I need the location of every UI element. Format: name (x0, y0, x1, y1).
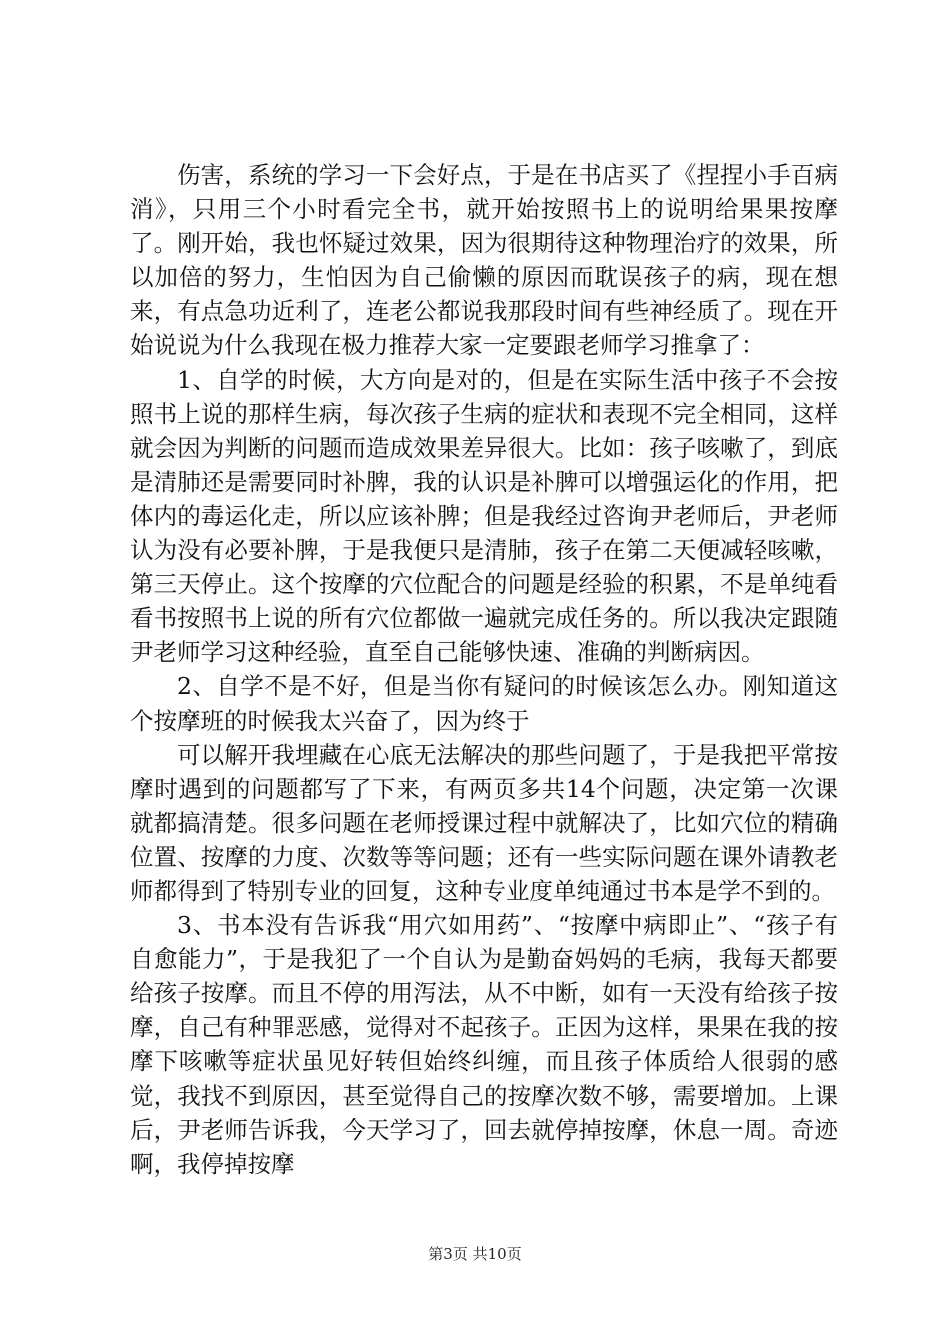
paragraph: 2、自学不是不好，但是当你有疑问的时候该怎么办。刚知道这个按摩班的时候我太兴奋了，因为终于 (130, 672, 838, 735)
paragraph: 1、自学的时候，大方向是对的，但是在实际生活中孩子不会按照书上说的那样生病，每次孩子生病的症状和表现不完全相同，这样就会因为判断的问题而造成效果差异很大。比如：孩子咳嗽了，到底是清肺还是需要同时补脾，我的认识是补脾可以增强运化的作用，把体内的毒运化走，所以应该补脾；但是我经过咨询尹老师后，尹老师认为没有必要补脾，于是我便只是清肺，孩子在第二天便减轻咳嗽，第三天停止。这个按摩的穴位配合的问题是经验的积累，不是单纯看看书按照书上说的所有穴位都做一遍就完成任务的。所以我决定跟随尹老师学习这种经验，直至自己能够快速、准确的判断病因。 (130, 365, 838, 667)
paragraph: 可以解开我埋藏在心底无法解决的那些问题了，于是我把平常按摩时遇到的问题都写了下来，有两页多共14个问题，决定第一次课就都搞清楚。很多问题在老师授课过程中就解决了，比如穴位的精确位置、按摩的力度、次数等等问题；还有一些实际问题在课外请教老师都得到了特别专业的回复，这种专业度单纯通过书本是学不到的。 (130, 740, 838, 905)
paragraph: 3、书本没有告诉我“用穴如用药”、“按摩中病即止”、“孩子有自愈能力”，于是我犯了一个自认为是勤奋妈妈的毛病，我每天都要给孩子按摩。而且不停的用泻法，从不中断，如有一天没有给孩子按摩，自己有种罪恶感，觉得对不起孩子。正因为这样，果果在我的按摩下咳嗽等症状虽见好转但始终纠缠，而且孩子体质给人很弱的感觉，我找不到原因，甚至觉得自己的按摩次数不够，需要增加。上课后，尹老师告诉我，今天学习了，回去就停掉按摩，休息一周。奇迹啊，我停掉按摩 (130, 911, 838, 1178)
paragraph: 伤害，系统的学习一下会好点，于是在书店买了《捏捏小手百病消》，只用三个小时看完全书，就开始按照书上的说明给果果按摩了。刚开始，我也怀疑过效果，因为很期待这种物理治疗的效果，所以加倍的努力，生怕因为自己偷懒的原因而耽误孩子的病，现在想来，有点急功近利了，连老公都说我那段时间有些神经质了。现在开始说说为什么我现在极力推荐大家一定要跟老师学习推拿了： (130, 161, 838, 360)
document-body (130, 158, 838, 1181)
page-number-footer: 第3页 共10页 (428, 1245, 522, 1263)
